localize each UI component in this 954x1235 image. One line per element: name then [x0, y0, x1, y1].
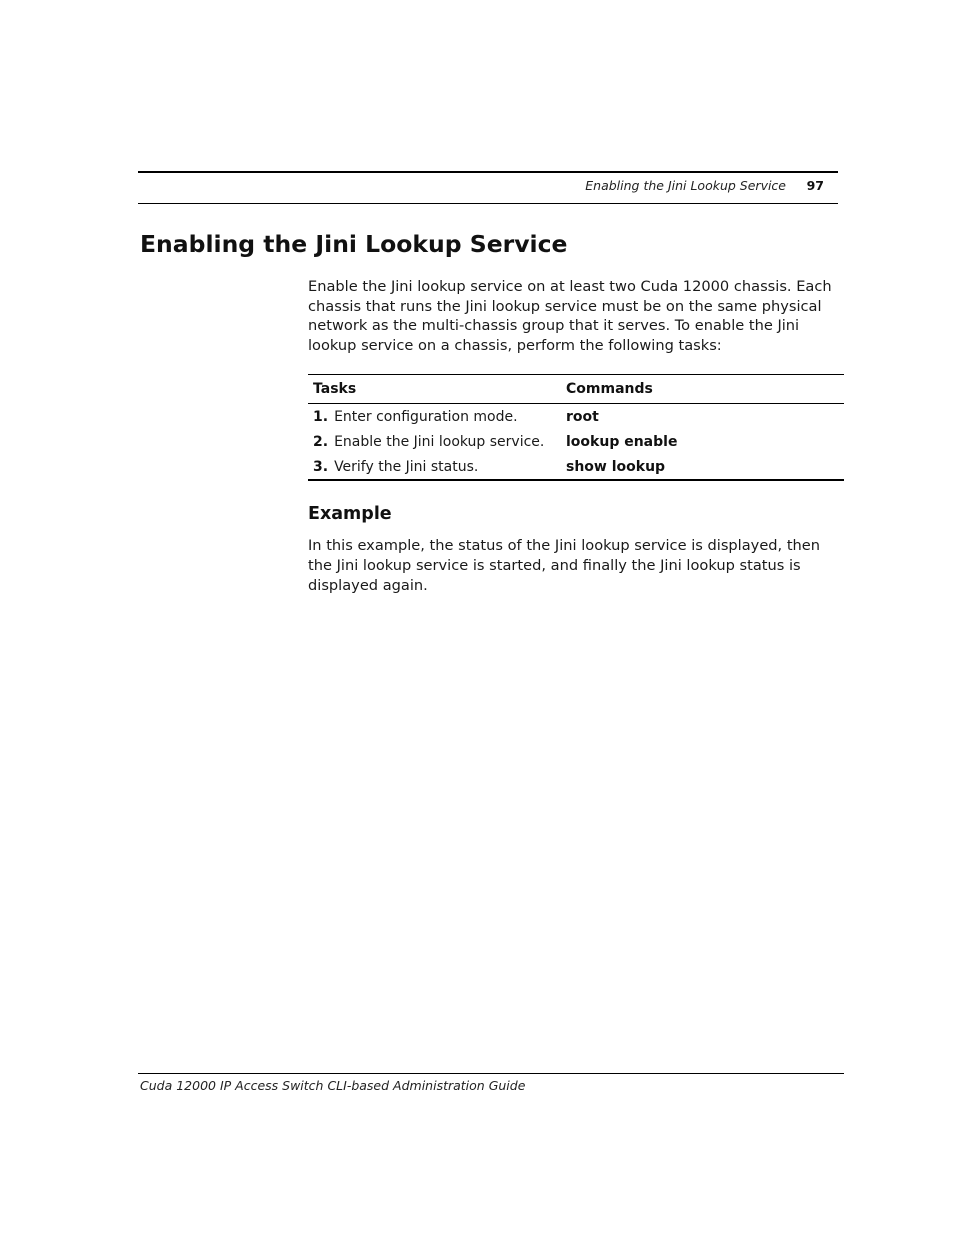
page-title: Enabling the Jini Lookup Service [140, 230, 568, 258]
command-cell: root [566, 408, 599, 425]
step-text: Verify the Jini status. [334, 458, 479, 475]
tasks-column-header: Tasks [308, 375, 561, 404]
footer-text: Cuda 12000 IP Access Switch CLI-based Administration Guide [140, 1078, 526, 1093]
footer-rule [138, 1073, 844, 1074]
header-rule-bottom [138, 203, 838, 204]
intro-paragraph: Enable the Jini lookup service on at least two Cuda 12000 chassis. Each chassis that runs the Jini lookup service must be on the same physical network as the multi-chassis group that it serves. To enable the Jini lookup service on a chassis, perform the following tasks: [308, 278, 832, 355]
command-cell: show lookup [566, 458, 666, 475]
header-rule-top [138, 171, 838, 173]
task-cell [308, 429, 561, 454]
step-number: 2. [313, 433, 329, 450]
tasks-table [308, 374, 844, 481]
step-text: Enable the Jini lookup service. [334, 433, 545, 450]
task-cell [308, 454, 561, 480]
step-number: 3. [313, 458, 329, 475]
task-cell [308, 404, 561, 430]
table-row [308, 404, 844, 430]
step-number: 1. [313, 408, 329, 425]
example-heading: Example [308, 504, 392, 524]
page-number: 97 [806, 178, 824, 193]
table-row [308, 454, 844, 480]
running-head: Enabling the Jini Lookup Service [585, 178, 786, 193]
commands-column-header: Commands [561, 375, 844, 404]
example-paragraph: In this example, the status of the Jini lookup service is displayed, then the Jini lookup service is started, and finally the Jini lookup status is displayed again. [308, 537, 821, 594]
table-header-row [308, 375, 844, 404]
table-row [308, 429, 844, 454]
step-text: Enter configuration mode. [334, 408, 518, 425]
command-cell: lookup enable [566, 433, 678, 450]
